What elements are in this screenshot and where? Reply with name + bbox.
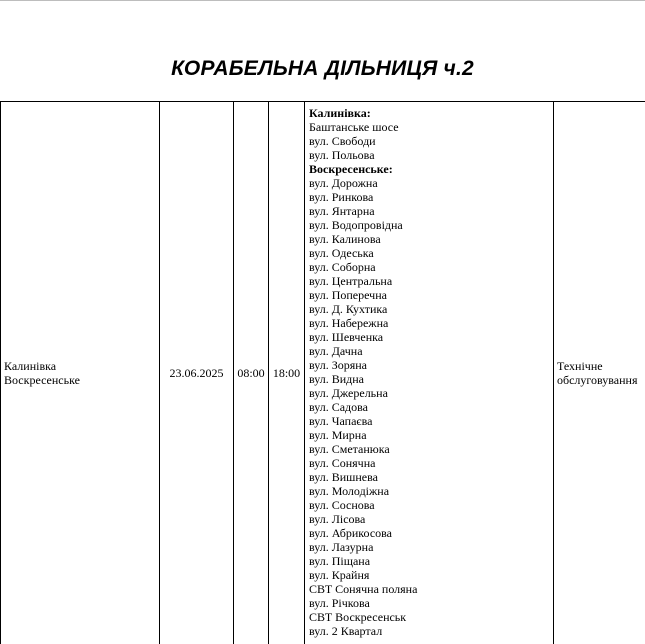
street-item: вул. Одеська [309,246,374,260]
street-item: вул. Дачна [309,344,363,358]
street-item: вул. Зоряна [309,358,367,372]
street-item: вул. Польова [309,148,375,162]
street-item: вул. Д. Кухтика [309,302,388,316]
top-divider [0,0,645,1]
page-title: КОРАБЕЛЬНА ДІЛЬНИЦЯ ч.2 [171,57,474,80]
street-item: СВТ Сонячна поляна [309,582,418,596]
time-from-cell [233,101,268,644]
street-item: вул. Соборна [309,260,376,274]
street-item: вул. Поперечна [309,288,387,302]
street-item: Баштанське шосе [309,120,399,134]
street-item: вул. Соснова [309,498,375,512]
street-item: вул. Молодіжна [309,484,390,498]
street-item: вул. Сметанюка [309,442,390,456]
street-item: вул. 2 Квартал [309,624,383,638]
time-to-cell [268,101,304,644]
time-from: 08:00 [237,365,265,380]
street-item: вул. Річкова [309,596,370,610]
street-item: вул. Чапаєва [309,414,373,428]
street-item: вул. Лазурна [309,540,374,554]
street-item: вул. Ринкова [309,190,374,204]
work-type-text: Технічне [557,359,603,373]
work-type-text: обслуговування [557,373,638,387]
settlement-name: Калинівка [4,359,57,373]
street-item: вул. Абрикосова [309,526,392,540]
street-item: вул. Садова [309,400,368,414]
street-item: вул. Сонячна [309,456,376,470]
street-item: вул. Джерельна [309,386,388,400]
street-item: вул. Мирна [309,428,367,442]
street-item: вул. Крайня [309,568,370,582]
date-cell [159,101,233,644]
street-item: вул. Водопровідна [309,218,403,232]
settlements-cell [0,101,159,644]
streets-cell [304,101,553,644]
outage-date: 23.06.2025 [169,365,224,380]
street-item: вул. Піщана [309,554,371,568]
settlement-heading: Калинівка: [309,106,371,120]
settlement-name: Воскресенське [4,373,80,387]
street-item: вул. Видна [309,372,364,386]
street-item: вул. Дорожна [309,176,378,190]
time-to: 18:00 [272,365,301,380]
street-item: вул. Набережна [309,316,389,330]
work-type-cell [553,101,645,644]
street-item: СВТ Воскресенськ [309,610,407,624]
settlement-heading: Воскресенське: [309,162,393,176]
street-item: вул. Вишнева [309,470,378,484]
street-item: вул. Лісова [309,512,366,526]
street-item: вул. Свободи [309,134,376,148]
outage-table [0,101,645,644]
street-item: вул. Калинова [309,232,381,246]
street-item: вул. Янтарна [309,204,375,218]
street-item: вул. Центральна [309,274,393,288]
street-item: вул. Шевченка [309,330,384,344]
